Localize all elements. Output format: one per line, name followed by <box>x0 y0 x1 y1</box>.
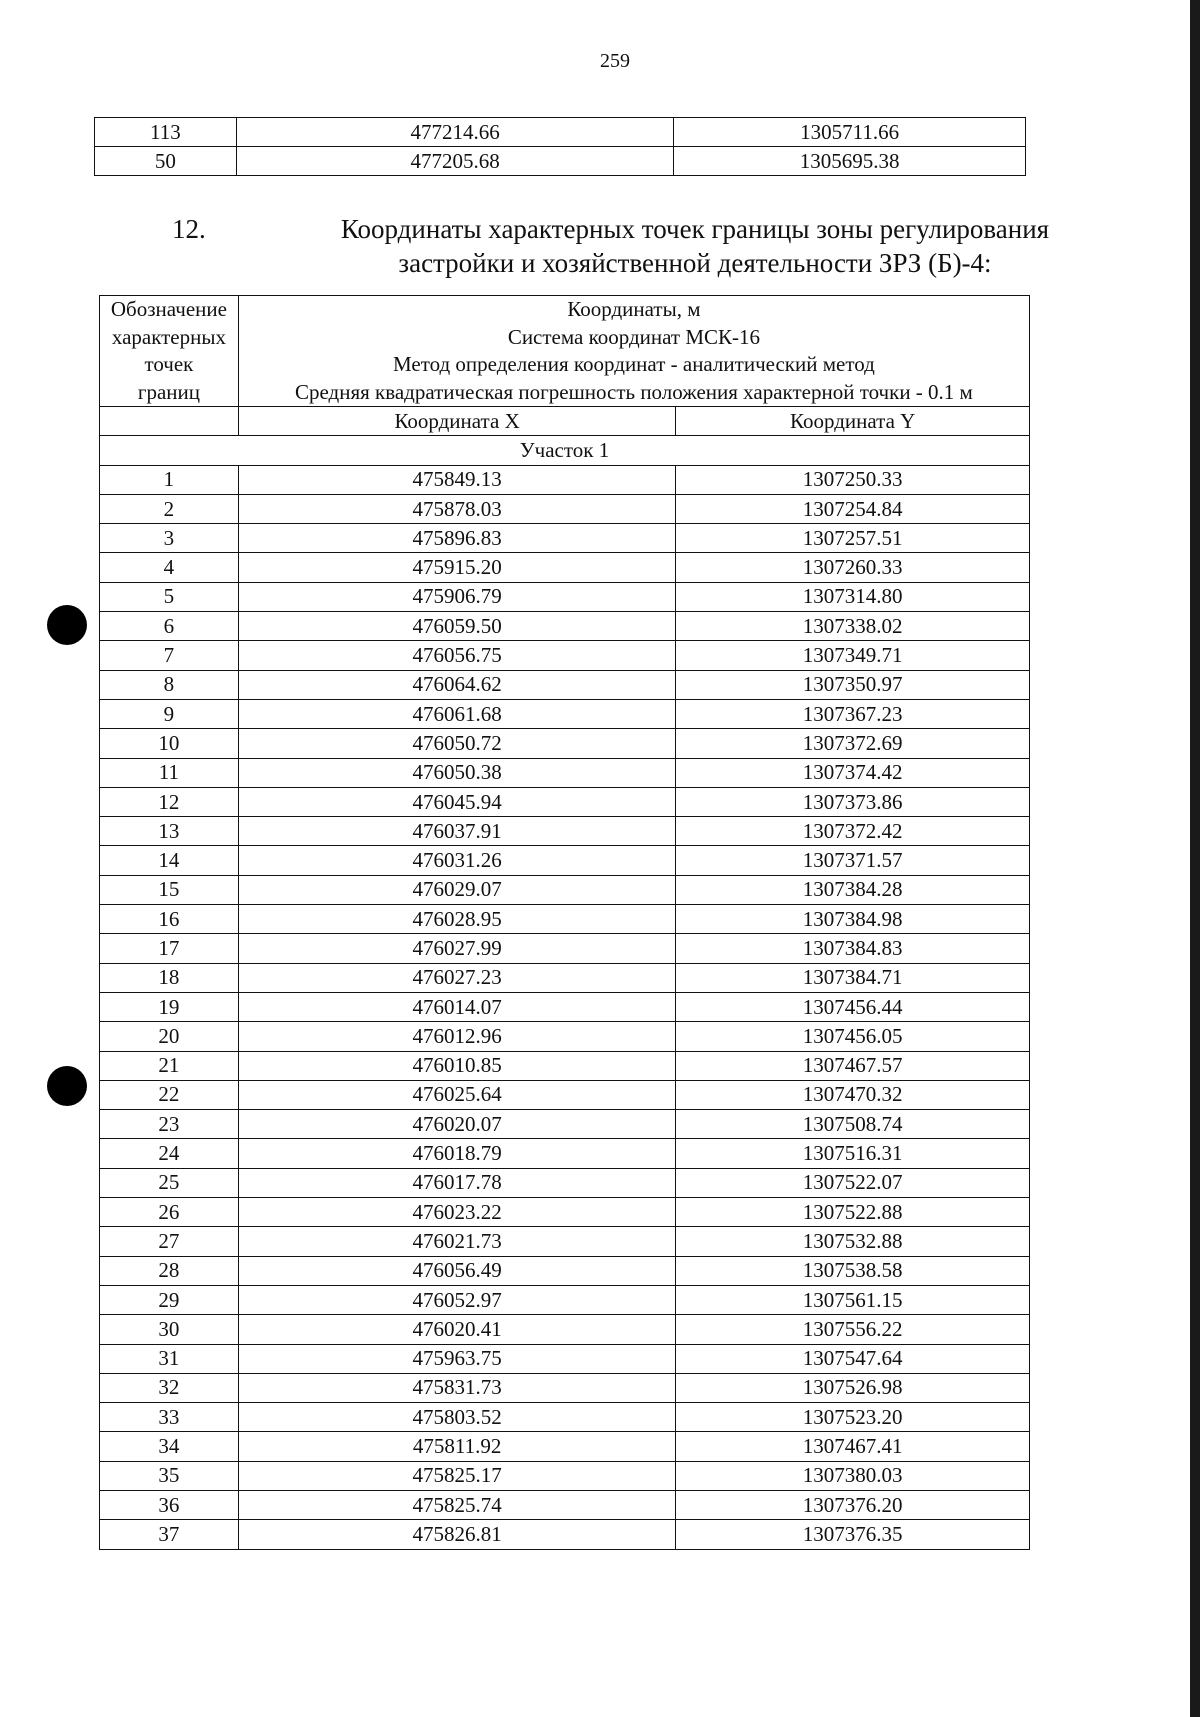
header-line: точек <box>144 352 194 376</box>
table-row <box>100 1139 1030 1168</box>
x-cell: 477205.68 <box>236 147 674 176</box>
continued-coordinates-table <box>94 117 1026 176</box>
x-cell: 476056.75 <box>238 641 676 670</box>
x-cell: 476056.49 <box>238 1256 676 1285</box>
header-line: Метод определения координат - аналитический метод <box>392 352 875 376</box>
coordinates-table <box>99 295 1030 1550</box>
point-cell: 13 <box>100 817 239 846</box>
point-cell: 37 <box>100 1520 239 1549</box>
y-cell: 1307254.84 <box>676 494 1030 523</box>
point-cell: 8 <box>100 670 239 699</box>
y-cell: 1307349.71 <box>676 641 1030 670</box>
x-column-header: Координата X <box>238 407 676 436</box>
y-cell: 1307374.42 <box>676 758 1030 787</box>
x-cell: 475831.73 <box>238 1373 676 1402</box>
header-line: Средняя квадратическая погрешность положения характерной точки - 0.1 м <box>294 379 973 404</box>
y-cell: 1307561.15 <box>676 1285 1030 1314</box>
x-cell: 475906.79 <box>238 582 676 611</box>
point-cell: 2 <box>100 494 239 523</box>
point-cell: 33 <box>100 1403 239 1432</box>
point-cell: 1 <box>100 465 239 494</box>
section-number: 12. <box>172 214 206 244</box>
x-cell: 476052.97 <box>238 1285 676 1314</box>
x-cell: 476027.99 <box>238 934 676 963</box>
y-cell: 1307516.31 <box>676 1139 1030 1168</box>
page-number: 259 <box>600 50 630 72</box>
y-cell: 1307314.80 <box>676 582 1030 611</box>
x-cell: 476028.95 <box>238 905 676 934</box>
table-row <box>100 963 1030 992</box>
table-row <box>100 1403 1030 1432</box>
y-cell: 1307384.83 <box>676 934 1030 963</box>
point-cell: 31 <box>100 1344 239 1373</box>
x-cell: 476064.62 <box>238 670 676 699</box>
x-cell: 476010.85 <box>238 1051 676 1080</box>
y-cell: 1305695.38 <box>674 147 1026 176</box>
section-title-line: застройки и хозяйственной деятельности ЗРЗ (Б)-4: <box>398 248 992 278</box>
y-cell: 1307467.57 <box>676 1051 1030 1080</box>
y-cell: 1307538.58 <box>676 1256 1030 1285</box>
point-cell: 19 <box>100 992 239 1021</box>
table-row <box>100 1080 1030 1109</box>
y-cell: 1307373.86 <box>676 787 1030 816</box>
point-cell: 7 <box>100 641 239 670</box>
y-cell: 1307522.88 <box>676 1198 1030 1227</box>
plot-row <box>100 436 1030 465</box>
y-cell: 1307260.33 <box>676 553 1030 582</box>
point-cell: 29 <box>100 1285 239 1314</box>
y-cell: 1307376.20 <box>676 1490 1030 1519</box>
y-cell: 1307338.02 <box>676 612 1030 641</box>
table-row <box>100 729 1030 758</box>
x-cell: 476050.72 <box>238 729 676 758</box>
x-cell: 475811.92 <box>238 1432 676 1461</box>
x-cell: 476020.07 <box>238 1110 676 1139</box>
punch-hole <box>47 1066 87 1106</box>
x-cell: 476059.50 <box>238 612 676 641</box>
table-row <box>95 118 1026 147</box>
point-cell: 113 <box>95 118 237 147</box>
coordinates-header <box>238 296 1029 407</box>
table-row <box>100 1168 1030 1197</box>
table-row <box>100 1256 1030 1285</box>
point-cell: 6 <box>100 612 239 641</box>
y-column-header: Координата Y <box>676 407 1030 436</box>
table-row <box>100 875 1030 904</box>
point-cell: 36 <box>100 1490 239 1519</box>
header-row <box>100 296 1030 407</box>
plot-label: Участок 1 <box>100 436 1030 465</box>
x-cell: 475878.03 <box>238 494 676 523</box>
header-line: границ <box>137 379 200 404</box>
y-cell: 1305711.66 <box>674 118 1026 147</box>
x-cell: 476014.07 <box>238 992 676 1021</box>
point-cell: 16 <box>100 905 239 934</box>
point-cell: 34 <box>100 1432 239 1461</box>
table-row <box>100 1432 1030 1461</box>
x-cell: 475825.17 <box>238 1461 676 1490</box>
table-row <box>100 1285 1030 1314</box>
y-cell: 1307380.03 <box>676 1461 1030 1490</box>
table-row <box>100 1022 1030 1051</box>
y-cell: 1307384.71 <box>676 963 1030 992</box>
x-cell: 476029.07 <box>238 875 676 904</box>
coordinates-rows <box>100 465 1030 1549</box>
x-cell: 477214.66 <box>236 118 674 147</box>
empty-header-cell <box>100 407 239 436</box>
table-row <box>100 641 1030 670</box>
y-cell: 1307556.22 <box>676 1315 1030 1344</box>
point-cell: 15 <box>100 875 239 904</box>
y-cell: 1307526.98 <box>676 1373 1030 1402</box>
point-cell: 4 <box>100 553 239 582</box>
x-cell: 475826.81 <box>238 1520 676 1549</box>
y-cell: 1307523.20 <box>676 1403 1030 1432</box>
table-row <box>100 1110 1030 1139</box>
point-cell: 10 <box>100 729 239 758</box>
header-line: Координаты, м <box>567 297 701 321</box>
point-cell: 26 <box>100 1198 239 1227</box>
x-cell: 476017.78 <box>238 1168 676 1197</box>
column-header-row <box>100 407 1030 436</box>
point-cell: 17 <box>100 934 239 963</box>
y-cell: 1307467.41 <box>676 1432 1030 1461</box>
table-row <box>100 817 1030 846</box>
point-cell: 21 <box>100 1051 239 1080</box>
y-cell: 1307547.64 <box>676 1344 1030 1373</box>
point-cell: 11 <box>100 758 239 787</box>
table-row <box>100 1315 1030 1344</box>
y-cell: 1307384.28 <box>676 875 1030 904</box>
point-column-header <box>100 296 239 407</box>
table-row <box>100 699 1030 728</box>
y-cell: 1307532.88 <box>676 1227 1030 1256</box>
table-row <box>100 934 1030 963</box>
x-cell: 476031.26 <box>238 846 676 875</box>
table-row <box>100 1373 1030 1402</box>
x-cell: 476021.73 <box>238 1227 676 1256</box>
table-row <box>100 494 1030 523</box>
x-cell: 475849.13 <box>238 465 676 494</box>
table-row <box>100 1198 1030 1227</box>
y-cell: 1307456.44 <box>676 992 1030 1021</box>
table-row <box>100 992 1030 1021</box>
table-row <box>100 553 1030 582</box>
x-cell: 475963.75 <box>238 1344 676 1373</box>
table-row <box>100 1490 1030 1519</box>
x-cell: 476027.23 <box>238 963 676 992</box>
y-cell: 1307376.35 <box>676 1520 1030 1549</box>
point-cell: 18 <box>100 963 239 992</box>
y-cell: 1307257.51 <box>676 524 1030 553</box>
y-cell: 1307350.97 <box>676 670 1030 699</box>
point-cell: 5 <box>100 582 239 611</box>
y-cell: 1307470.32 <box>676 1080 1030 1109</box>
x-cell: 476045.94 <box>238 787 676 816</box>
table-row <box>100 1051 1030 1080</box>
table-row <box>100 1344 1030 1373</box>
x-cell: 476061.68 <box>238 699 676 728</box>
x-cell: 475825.74 <box>238 1490 676 1519</box>
header-line: Обозначение <box>110 297 227 321</box>
y-cell: 1307372.42 <box>676 817 1030 846</box>
point-cell: 3 <box>100 524 239 553</box>
point-cell: 30 <box>100 1315 239 1344</box>
y-cell: 1307371.57 <box>676 846 1030 875</box>
table-row <box>100 465 1030 494</box>
section-title-line: Координаты характерных точек границы зоны регулирования <box>340 214 1050 244</box>
section-title <box>310 212 1080 280</box>
table-row <box>100 846 1030 875</box>
table-row <box>100 582 1030 611</box>
table-row <box>100 670 1030 699</box>
point-cell: 23 <box>100 1110 239 1139</box>
x-cell: 475915.20 <box>238 553 676 582</box>
punch-hole <box>47 605 87 645</box>
y-cell: 1307372.69 <box>676 729 1030 758</box>
x-cell: 476050.38 <box>238 758 676 787</box>
point-cell: 25 <box>100 1168 239 1197</box>
table-row <box>100 905 1030 934</box>
y-cell: 1307508.74 <box>676 1110 1030 1139</box>
x-cell: 475896.83 <box>238 524 676 553</box>
header-line: характерных <box>111 324 226 349</box>
point-cell: 12 <box>100 787 239 816</box>
table-row <box>100 524 1030 553</box>
x-cell: 476023.22 <box>238 1198 676 1227</box>
point-cell: 32 <box>100 1373 239 1402</box>
point-cell: 28 <box>100 1256 239 1285</box>
header-line: Система координат МСК-16 <box>507 324 760 349</box>
table-row <box>95 147 1026 176</box>
y-cell: 1307456.05 <box>676 1022 1030 1051</box>
table-row <box>100 1520 1030 1549</box>
point-cell: 20 <box>100 1022 239 1051</box>
x-cell: 476020.41 <box>238 1315 676 1344</box>
y-cell: 1307384.98 <box>676 905 1030 934</box>
point-cell: 50 <box>95 147 237 176</box>
point-cell: 24 <box>100 1139 239 1168</box>
table-row <box>100 612 1030 641</box>
point-cell: 9 <box>100 699 239 728</box>
table-row <box>100 758 1030 787</box>
x-cell: 476012.96 <box>238 1022 676 1051</box>
y-cell: 1307250.33 <box>676 465 1030 494</box>
table-row <box>100 1227 1030 1256</box>
table-row <box>100 1461 1030 1490</box>
x-cell: 475803.52 <box>238 1403 676 1432</box>
x-cell: 476025.64 <box>238 1080 676 1109</box>
scan-edge <box>1190 0 1200 1717</box>
point-cell: 35 <box>100 1461 239 1490</box>
point-cell: 14 <box>100 846 239 875</box>
point-cell: 27 <box>100 1227 239 1256</box>
x-cell: 476018.79 <box>238 1139 676 1168</box>
y-cell: 1307367.23 <box>676 699 1030 728</box>
x-cell: 476037.91 <box>238 817 676 846</box>
y-cell: 1307522.07 <box>676 1168 1030 1197</box>
point-cell: 22 <box>100 1080 239 1109</box>
table-row <box>100 787 1030 816</box>
